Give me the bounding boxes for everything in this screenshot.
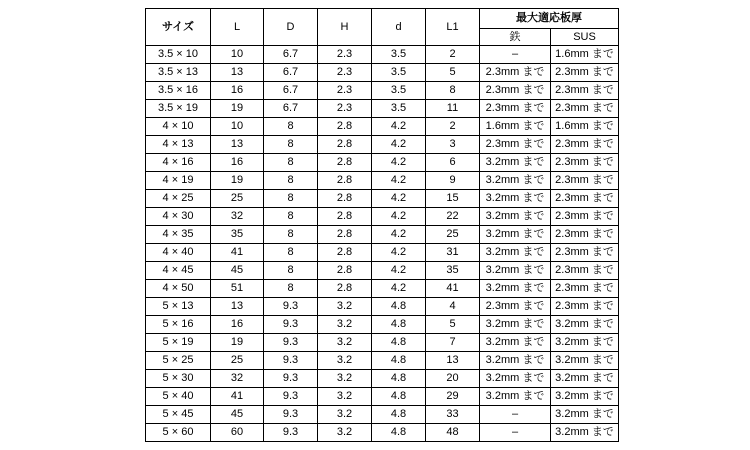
cell-d: 9.3 <box>264 388 318 406</box>
cell-iron: 3.2mm まで <box>480 370 551 388</box>
cell-d: 9.3 <box>264 316 318 334</box>
cell-sus: 3.2mm まで <box>551 370 619 388</box>
cell-d: 8 <box>264 244 318 262</box>
cell-l1: 5 <box>426 64 480 82</box>
cell-d: 8 <box>264 280 318 298</box>
cell-h: 2.8 <box>318 136 372 154</box>
cell-h: 3.2 <box>318 298 372 316</box>
cell-l: 13 <box>211 136 264 154</box>
cell-iron: 3.2mm まで <box>480 190 551 208</box>
table-row <box>146 298 619 316</box>
cell-h: 2.8 <box>318 280 372 298</box>
cell-l: 60 <box>211 424 264 442</box>
cell-d: 4.8 <box>372 352 426 370</box>
table-row <box>146 334 619 352</box>
cell-h: 2.8 <box>318 172 372 190</box>
cell-l: 25 <box>211 352 264 370</box>
table-row <box>146 226 619 244</box>
cell-sus: 2.3mm まで <box>551 226 619 244</box>
cell-l1: 31 <box>426 244 480 262</box>
cell-d: 4.2 <box>372 190 426 208</box>
cell-iron: 2.3mm まで <box>480 100 551 118</box>
cell-size: 3.5 × 13 <box>146 64 211 82</box>
header-max-thickness: 最大適応板厚 <box>480 9 619 29</box>
cell-l1: 2 <box>426 46 480 64</box>
cell-d: 3.5 <box>372 100 426 118</box>
table-row <box>146 190 619 208</box>
cell-size: 5 × 25 <box>146 352 211 370</box>
cell-d: 8 <box>264 190 318 208</box>
cell-sus: 3.2mm まで <box>551 424 619 442</box>
cell-size: 5 × 40 <box>146 388 211 406</box>
cell-size: 4 × 50 <box>146 280 211 298</box>
cell-l1: 3 <box>426 136 480 154</box>
cell-size: 5 × 60 <box>146 424 211 442</box>
cell-l: 32 <box>211 370 264 388</box>
cell-size: 3.5 × 16 <box>146 82 211 100</box>
cell-iron: 2.3mm まで <box>480 82 551 100</box>
cell-d: 8 <box>264 172 318 190</box>
table-body <box>146 46 619 442</box>
cell-l1: 4 <box>426 298 480 316</box>
table-row <box>146 172 619 190</box>
cell-size: 5 × 30 <box>146 370 211 388</box>
cell-size: 3.5 × 19 <box>146 100 211 118</box>
cell-d: 4.2 <box>372 172 426 190</box>
cell-l: 19 <box>211 334 264 352</box>
table-row <box>146 82 619 100</box>
cell-iron: 3.2mm まで <box>480 352 551 370</box>
cell-h: 2.8 <box>318 154 372 172</box>
cell-l: 10 <box>211 118 264 136</box>
cell-l: 13 <box>211 64 264 82</box>
header-L: L <box>211 9 264 46</box>
cell-l1: 35 <box>426 262 480 280</box>
cell-sus: 2.3mm まで <box>551 262 619 280</box>
cell-l: 16 <box>211 154 264 172</box>
cell-l1: 11 <box>426 100 480 118</box>
table-row <box>146 100 619 118</box>
table-row <box>146 424 619 442</box>
spec-table <box>145 8 619 442</box>
cell-l1: 8 <box>426 82 480 100</box>
cell-l1: 33 <box>426 406 480 424</box>
table-row <box>146 352 619 370</box>
cell-size: 4 × 40 <box>146 244 211 262</box>
header-D: D <box>264 9 318 46</box>
cell-l1: 6 <box>426 154 480 172</box>
table-row <box>146 136 619 154</box>
cell-iron: 1.6mm まで <box>480 118 551 136</box>
cell-iron: 3.2mm まで <box>480 172 551 190</box>
table-row <box>146 370 619 388</box>
cell-h: 3.2 <box>318 406 372 424</box>
cell-d: 9.3 <box>264 298 318 316</box>
cell-d: 4.8 <box>372 388 426 406</box>
cell-iron: 2.3mm まで <box>480 298 551 316</box>
cell-l1: 9 <box>426 172 480 190</box>
cell-iron: 3.2mm まで <box>480 262 551 280</box>
cell-d: 9.3 <box>264 334 318 352</box>
cell-sus: 2.3mm まで <box>551 154 619 172</box>
cell-sus: 1.6mm まで <box>551 46 619 64</box>
cell-h: 3.2 <box>318 388 372 406</box>
cell-size: 5 × 16 <box>146 316 211 334</box>
cell-l: 45 <box>211 406 264 424</box>
cell-iron: 3.2mm まで <box>480 334 551 352</box>
cell-sus: 3.2mm まで <box>551 352 619 370</box>
cell-iron: 2.3mm まで <box>480 64 551 82</box>
cell-h: 3.2 <box>318 370 372 388</box>
cell-l: 16 <box>211 82 264 100</box>
header-row <box>146 9 619 29</box>
cell-size: 4 × 10 <box>146 118 211 136</box>
cell-sus: 2.3mm まで <box>551 208 619 226</box>
table-row <box>146 316 619 334</box>
cell-size: 4 × 19 <box>146 172 211 190</box>
cell-d: 4.8 <box>372 406 426 424</box>
cell-l: 41 <box>211 244 264 262</box>
cell-d: 8 <box>264 118 318 136</box>
table-row <box>146 406 619 424</box>
cell-d: 6.7 <box>264 82 318 100</box>
cell-sus: 2.3mm まで <box>551 136 619 154</box>
cell-d: 8 <box>264 262 318 280</box>
cell-h: 2.3 <box>318 46 372 64</box>
table-row <box>146 262 619 280</box>
header-size: サイズ <box>146 9 211 46</box>
table-row <box>146 154 619 172</box>
cell-iron: 3.2mm まで <box>480 208 551 226</box>
cell-h: 2.8 <box>318 208 372 226</box>
cell-l1: 41 <box>426 280 480 298</box>
cell-h: 2.3 <box>318 64 372 82</box>
header-iron: 鉄 <box>480 29 551 46</box>
cell-sus: 2.3mm まで <box>551 190 619 208</box>
cell-d: 3.5 <box>372 46 426 64</box>
cell-size: 3.5 × 10 <box>146 46 211 64</box>
header-sus: SUS <box>551 29 619 46</box>
cell-size: 5 × 19 <box>146 334 211 352</box>
cell-l: 19 <box>211 172 264 190</box>
cell-size: 4 × 45 <box>146 262 211 280</box>
cell-d: 4.2 <box>372 244 426 262</box>
cell-l: 10 <box>211 46 264 64</box>
cell-size: 5 × 45 <box>146 406 211 424</box>
cell-sus: 2.3mm まで <box>551 172 619 190</box>
cell-d: 4.8 <box>372 298 426 316</box>
cell-l1: 15 <box>426 190 480 208</box>
cell-size: 4 × 13 <box>146 136 211 154</box>
cell-l1: 25 <box>426 226 480 244</box>
cell-iron: 3.2mm まで <box>480 226 551 244</box>
cell-l1: 29 <box>426 388 480 406</box>
cell-l: 13 <box>211 298 264 316</box>
cell-size: 4 × 25 <box>146 190 211 208</box>
cell-iron: – <box>480 406 551 424</box>
cell-d: 4.2 <box>372 280 426 298</box>
cell-d: 4.2 <box>372 226 426 244</box>
cell-h: 2.3 <box>318 82 372 100</box>
cell-h: 3.2 <box>318 316 372 334</box>
cell-d: 4.8 <box>372 370 426 388</box>
table-row <box>146 64 619 82</box>
cell-d: 6.7 <box>264 64 318 82</box>
table-row <box>146 208 619 226</box>
cell-l1: 48 <box>426 424 480 442</box>
cell-d: 8 <box>264 226 318 244</box>
cell-sus: 3.2mm まで <box>551 334 619 352</box>
cell-h: 2.8 <box>318 262 372 280</box>
cell-sus: 3.2mm まで <box>551 316 619 334</box>
cell-l1: 2 <box>426 118 480 136</box>
cell-size: 4 × 35 <box>146 226 211 244</box>
cell-iron: – <box>480 424 551 442</box>
cell-l1: 22 <box>426 208 480 226</box>
cell-l: 41 <box>211 388 264 406</box>
cell-h: 3.2 <box>318 334 372 352</box>
table-row <box>146 388 619 406</box>
cell-h: 3.2 <box>318 424 372 442</box>
cell-h: 3.2 <box>318 352 372 370</box>
cell-l: 25 <box>211 190 264 208</box>
table-row <box>146 118 619 136</box>
cell-d: 3.5 <box>372 82 426 100</box>
cell-h: 2.8 <box>318 190 372 208</box>
cell-h: 2.8 <box>318 118 372 136</box>
cell-iron: 3.2mm まで <box>480 154 551 172</box>
cell-d: 9.3 <box>264 370 318 388</box>
cell-sus: 2.3mm まで <box>551 280 619 298</box>
cell-iron: 3.2mm まで <box>480 280 551 298</box>
cell-l1: 13 <box>426 352 480 370</box>
cell-size: 4 × 16 <box>146 154 211 172</box>
cell-h: 2.8 <box>318 244 372 262</box>
cell-d: 4.2 <box>372 136 426 154</box>
cell-d: 4.2 <box>372 262 426 280</box>
cell-size: 5 × 13 <box>146 298 211 316</box>
cell-l1: 5 <box>426 316 480 334</box>
cell-l1: 7 <box>426 334 480 352</box>
cell-sus: 2.3mm まで <box>551 100 619 118</box>
cell-h: 2.8 <box>318 226 372 244</box>
cell-sus: 2.3mm まで <box>551 298 619 316</box>
cell-d: 9.3 <box>264 406 318 424</box>
cell-d: 4.8 <box>372 334 426 352</box>
cell-h: 2.3 <box>318 100 372 118</box>
cell-d: 8 <box>264 154 318 172</box>
cell-sus: 2.3mm まで <box>551 82 619 100</box>
cell-iron: 3.2mm まで <box>480 388 551 406</box>
table-row <box>146 46 619 64</box>
cell-d: 6.7 <box>264 46 318 64</box>
header-H: H <box>318 9 372 46</box>
cell-d: 6.7 <box>264 100 318 118</box>
cell-l: 51 <box>211 280 264 298</box>
cell-d: 3.5 <box>372 64 426 82</box>
cell-l1: 20 <box>426 370 480 388</box>
header-L1: L1 <box>426 9 480 46</box>
cell-size: 4 × 30 <box>146 208 211 226</box>
cell-sus: 3.2mm まで <box>551 406 619 424</box>
table-row <box>146 280 619 298</box>
table-row <box>146 244 619 262</box>
cell-sus: 1.6mm まで <box>551 118 619 136</box>
cell-sus: 3.2mm まで <box>551 388 619 406</box>
cell-l: 19 <box>211 100 264 118</box>
cell-l: 16 <box>211 316 264 334</box>
cell-sus: 2.3mm まで <box>551 64 619 82</box>
cell-l: 32 <box>211 208 264 226</box>
header-d: d <box>372 9 426 46</box>
cell-d: 4.8 <box>372 424 426 442</box>
cell-d: 4.2 <box>372 208 426 226</box>
cell-iron: 3.2mm まで <box>480 244 551 262</box>
cell-sus: 2.3mm まで <box>551 244 619 262</box>
cell-l: 45 <box>211 262 264 280</box>
cell-iron: – <box>480 46 551 64</box>
cell-l: 35 <box>211 226 264 244</box>
cell-d: 4.2 <box>372 118 426 136</box>
cell-d: 8 <box>264 136 318 154</box>
cell-d: 4.2 <box>372 154 426 172</box>
cell-d: 9.3 <box>264 352 318 370</box>
cell-d: 4.8 <box>372 316 426 334</box>
cell-d: 9.3 <box>264 424 318 442</box>
cell-iron: 2.3mm まで <box>480 136 551 154</box>
cell-iron: 3.2mm まで <box>480 316 551 334</box>
cell-d: 8 <box>264 208 318 226</box>
